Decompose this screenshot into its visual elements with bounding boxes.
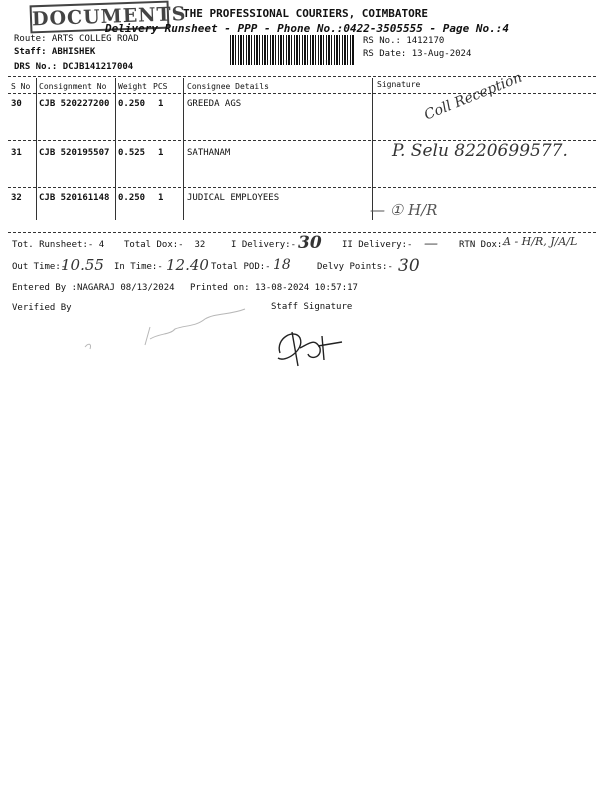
total-pod-label: Total POD:- (211, 262, 271, 272)
company-title: THE PROFESSIONAL COURIERS, COIMBATORE (183, 7, 429, 20)
out-time-label: Out Time:- (12, 262, 67, 272)
total-runsheet: Tot. Runsheet:- 4 (12, 240, 105, 250)
col-divider (183, 78, 184, 220)
printed-on: Printed on: 13-08-2024 10:57:17 (190, 283, 358, 293)
rs-number: RS No.: 1412170 (363, 36, 445, 46)
header-consignment: Consignment No (39, 82, 107, 91)
staff-signature-scribble (270, 318, 350, 373)
header-consignee: Consignee Details (187, 82, 269, 91)
row-weight: 0.250 (118, 99, 146, 109)
i-delivery-label: I Delivery:- (231, 240, 297, 250)
header-signature: Signature (377, 80, 421, 89)
table-header-border (8, 93, 596, 94)
row-border (8, 187, 596, 188)
verified-by-label: Verified By (12, 303, 72, 313)
out-time-value: 10.55 (61, 256, 104, 274)
barcode (230, 35, 355, 65)
row-signature: Coll Reception (422, 69, 525, 124)
runsheet-subtitle: Delivery Runsheet - PPP - Phone No.:0422-3505555 - Page No.:4 (105, 22, 509, 35)
row-weight: 0.250 (118, 193, 146, 203)
verified-signature-scribble (80, 305, 250, 355)
row-sno: 30 (11, 99, 22, 109)
row-signature: P. Selu 8220699577. (392, 141, 568, 161)
delvy-points-label: Delvy Points:- (317, 262, 393, 272)
row-pcs: 1 (158, 148, 164, 158)
row-signature: — ① H/R (370, 201, 438, 219)
row-consignment: CJB 520227200 (39, 99, 110, 109)
total-pod-value: 18 (273, 257, 291, 273)
ii-delivery-value: — (424, 236, 438, 252)
row-consignee: SATHANAM (187, 148, 231, 158)
entered-by: Entered By :NAGARAJ 08/13/2024 (12, 283, 175, 293)
row-consignee: JUDICAL EMPLOYEES (187, 193, 280, 203)
rs-date: RS Date: 13-Aug-2024 (363, 49, 472, 59)
row-sno: 32 (11, 193, 22, 203)
col-divider (36, 78, 37, 220)
i-delivery-value: 30 (298, 233, 322, 253)
row-consignment: CJB 520161148 (39, 193, 110, 203)
col-divider (372, 78, 373, 220)
in-time-value: 12.40 (166, 256, 209, 274)
row-pcs: 1 (158, 193, 164, 203)
delvy-points-value: 30 (398, 256, 420, 276)
in-time-label: In Time:- (114, 262, 163, 272)
staff-text: Staff: ABHISHEK (14, 47, 96, 57)
header-pcs: PCS (153, 82, 168, 91)
row-consignee: GREEDA AGS (187, 99, 242, 109)
row-sno: 31 (11, 148, 22, 158)
staff-signature-label: Staff Signature (271, 302, 353, 312)
col-divider (115, 78, 116, 220)
header-sno: S No (11, 82, 31, 91)
rtn-dox-value: A - H/R, J/A/L (503, 235, 578, 248)
rtn-dox-label: RTN Dox:- (459, 240, 508, 250)
documents-stamp: DOCUMENTS (30, 1, 170, 34)
row-consignment: CJB 520195507 (39, 148, 110, 158)
row-pcs: 1 (158, 99, 164, 109)
route-text: Route: ARTS COLLEG ROAD (14, 34, 139, 44)
total-dox: Total Dox:- 32 (124, 240, 206, 250)
header-weight: Weight (118, 82, 147, 91)
drs-number: DRS No.: DCJB141217004 (14, 62, 134, 72)
row-weight: 0.525 (118, 148, 146, 158)
ii-delivery-label: II Delivery:- (342, 240, 413, 250)
